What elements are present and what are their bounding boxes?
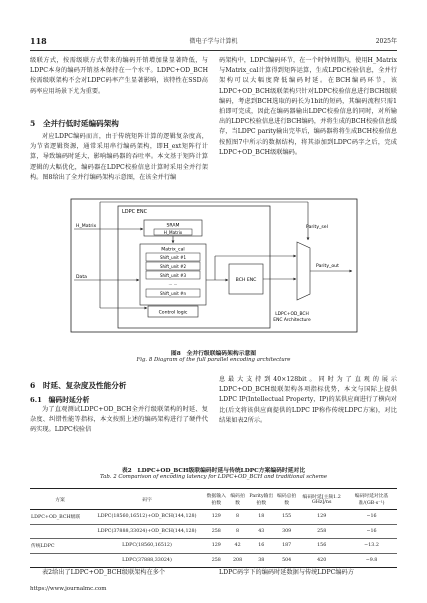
ldpc-enc-block [118,206,270,328]
matrix-cal-label: Matrix_cal [161,247,185,253]
paragraph: LDPC码字下的编码时延数据与传统LDPC编码方 [219,569,354,576]
architecture-label-2: ENC Architecture [273,318,311,323]
bottom-right-text [219,568,397,578]
table-cell: LDPC(18560,16512) [90,539,204,554]
shift-unit-n: Shift_unit #n [160,290,186,296]
page-header [30,36,397,48]
table-cell: 18 [247,510,276,525]
right-column-mid [219,375,397,426]
shift-unit-ellipsis: ... ... [168,281,178,286]
footer-url[interactable]: https://www.journalmc.com [30,586,107,592]
header-encode-cycles: 编码拍数 [229,489,247,510]
table-cell: 8 [229,524,247,539]
table-cell: 258 [204,524,229,539]
table-cell: 504 [276,553,297,568]
bottom-left-text [30,568,208,578]
table-cell: −16 [346,510,397,525]
table-row [30,524,397,539]
table-cell: 42 [229,539,247,554]
parity-mux [297,242,310,300]
table-cell: 传统LDPC [30,539,90,554]
header-parity-cycles: Parity输出拍数 [247,489,276,510]
table-cell: 420 [297,553,346,568]
table-cell: LDPC(18560,16512)+OD_BCH(144,128) [90,510,204,525]
table-cell: 129 [204,510,229,525]
table-cell: 43 [247,524,276,539]
table-cell: LDPC+OD_BCH级联 [30,510,90,525]
paragraph: 为了直观测试LDPC+OD_BCH全并行级联架构的时延、复杂度、纠错性能等指标，本文按照上述的编码架构进行了硬件代码实现。LDPC校验信 [30,406,208,434]
header-total-cycles: 编码总拍数 [276,489,297,510]
header-latency-baseline: 编码时延对比基准/(GB·s⁻¹) [346,489,397,510]
header-input-cycles: 数据输入拍数 [204,489,229,510]
paragraph: 对应LDPC编码而言，由于传统矩阵计算的逻辑复杂度高，为节省逻辑资源，通常采用串行编码架构，即H_ext矩阵行计算，导致编码时延大，影响编码器的吞吐率。本文基于矩阵计算逻辑的大幅优化，编码器在LDPC校验信息计算时采用全并行架构。图8给出了全并行编码架构示意图，在该全并行编 [30,133,208,181]
header-codeword: 码字 [90,489,204,510]
section61-heading: 6.1 编码时延分析 [30,396,90,404]
paragraph: 表2给出了LDPC+OD_BCH级联架构在多个 [42,569,166,576]
table-cell: −13.2 [346,539,397,554]
section5-body [30,132,208,183]
data-input-label: Data [76,275,87,280]
table-cell: −9.8 [346,553,397,568]
shift-unit-2: Shift_unit #2 [159,263,187,269]
right-column-top [219,56,397,158]
parity-out-label: Parity_out [316,264,339,269]
table-cell: 129 [297,510,346,525]
header-latency-ns: 编码时延[主频1.2 GHz]/ns [297,489,346,510]
bch-enc-label: BCH ENC [235,278,257,283]
encoding-architecture-diagram [70,198,360,334]
table-cell: 258 [297,524,346,539]
table-cell: 187 [276,539,297,554]
shift-units [146,253,200,297]
table-cell [30,524,90,539]
figure-8 [70,198,360,334]
outer-frame [71,199,357,332]
paragraph: 码架构中，LDPC编码环节，在一个时钟周期内，使用H_Matrix与Matrix_cal计算得到矩阵运算，生成LPDC校验信息，全并行架构可以大幅度降低编码时延。在BCH编码环节，该LDPC+OD_BCH级联架构只针对LDPC校验信息进行BCH级联编码，考虑到BCH选取的码长为1bit的短码，其编码流程只需1拍即可完成，因此在编码器输出LDPC校验信息的同时，对所输出的LDPC校验信息进行BCH编码，并将生成的BCH校验信息缓存，当LDPC parity输出完毕后，编码器将将生成BCH校验信息按照图7中所示的数据结构，将其添加到LDPC码字之后，完成LDPC+OD_BCH级联编码。 [219,57,397,156]
table-cell: 309 [276,524,297,539]
table-header-row [30,489,397,510]
section6-heading: 6 时延、复杂度及性能分析 [30,381,127,390]
table-row [30,539,397,554]
table-cell: 155 [276,510,297,525]
section5-heading: 5 全并行低时延编码架构 [30,119,119,128]
table-cell: LDPC(37888,33024)+OD_BCH(144,128) [90,524,204,539]
left-column-top [30,56,208,97]
table-cell [30,553,90,568]
table-row [30,510,397,525]
publication-year: 2025年 [375,38,397,45]
shift-unit-3: Shift_unit #3 [159,272,187,278]
table-cell: 129 [204,539,229,554]
header-scheme: 方案 [30,489,90,510]
table-cell: −16 [346,524,397,539]
journal-title: 微电子学与计算机 [189,38,238,45]
header-rule [30,50,397,51]
table-cell: 38 [247,553,276,568]
table-row [30,553,397,568]
page-number: 118 [30,36,47,46]
paragraph: 息最大支持到40×128bit。同时为了直观的展示LDPC+OD_BCH级联架构各项指标优势，本文与国际上提供LDPC IP(Intellectual Property，IP)的某供应商进行了横向对比(后文将该供应商提供的LDPC IP称作传统LDPC方案)，对比结果如表2所示。 [219,376,397,424]
parity-sel-label: Parity_sel [306,225,328,230]
section61-body [30,405,208,436]
latency-comparison-table [30,488,397,568]
table-cell: 16 [247,539,276,554]
table-cell: LDPC(37888,33024) [90,553,204,568]
sram-label: SRAM [166,223,180,229]
sram-sub-label: H_Matrix [163,229,183,235]
figure8-caption-cn: 图8 全并行级联编码架构示意图 [170,351,257,357]
shift-unit-1: Shift_unit #1 [159,254,187,260]
table-cell: 156 [297,539,346,554]
table-cell: 208 [229,553,247,568]
table-cell: 258 [204,553,229,568]
control-logic-label: Control logic [158,310,188,316]
table2-caption-en: Tab. 2 Comparison of encoding latency for LDPC+OD_BCH and traditional scheme [99,474,328,480]
h-matrix-input-label: H_Matrix [76,224,97,229]
architecture-label-1: LDPC+OD_BCH [275,312,309,317]
paragraph: 级联方式，按需级联方式带来的编码开销增加量显著降低，与LDPC本身的编码开销基本保持在一个水平。LDPC+OD_BCH按需级联架构不会对LDPC码率产生显著影响，该特性在SSD高码率应用场景下尤为重要。 [30,57,208,95]
figure8-caption-en: Fig. 8 Diagram of the full parallel encoding architecture [136,357,291,363]
table-cell: 8 [229,510,247,525]
ldpc-enc-label: LDPC ENC [122,209,148,215]
table2-caption-cn: 表2 LDPC+OD_BCH级联编码时延与传统LDPC方案编码时延对比 [121,468,306,474]
